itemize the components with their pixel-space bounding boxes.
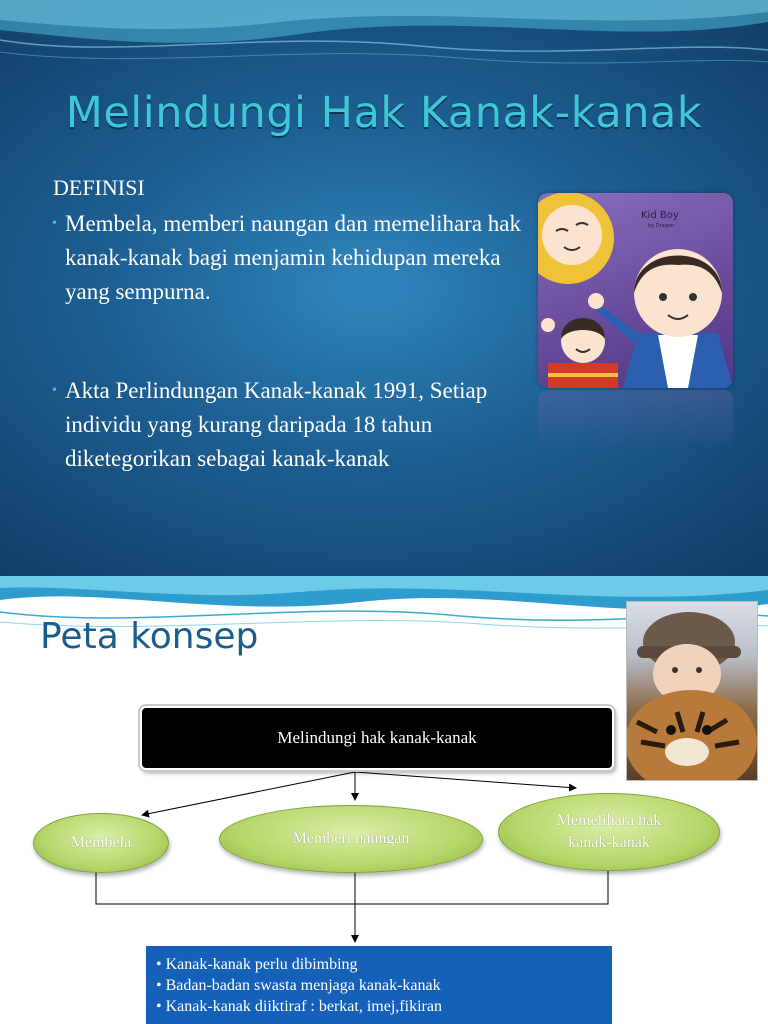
bullet-icon: •: [52, 383, 57, 398]
list-item: • Kanak-kanak diiktiraf : berkat, imej,fikiran: [156, 998, 442, 1015]
kid-boy-credit: by Dragon: [648, 223, 675, 229]
list-item: • Badan-badan swasta menjaga kanak-kanak: [156, 977, 441, 994]
definition-bullet-2: [52, 374, 522, 476]
kid-boy-illustration: [538, 193, 733, 388]
slide-title: Melindungi Hak Kanak-kanak: [65, 88, 703, 138]
list-item: • Kanak-kanak perlu dibimbing: [156, 956, 358, 973]
definition-label: DEFINISI: [53, 175, 145, 200]
illustration-reflection: [538, 390, 733, 450]
definition-bullet-1: [52, 207, 522, 309]
bullet-icon: •: [52, 216, 57, 231]
concept-node-memelihara-hak: [498, 793, 720, 871]
concept-node-memberi-naungan: Memberi naungan: [219, 805, 483, 873]
concept-node-label: Memelihara hak kanak-kanak: [556, 812, 662, 851]
concept-summary-list: [146, 946, 612, 1024]
kid-boy-drawing: [538, 193, 733, 388]
wave-decoration-top: [0, 0, 768, 80]
slide-title: Peta konsep: [40, 616, 259, 657]
bullet-text: Membela, memberi naungan dan memelihara hak kanak-kanak bagi menjamin kehidupan mereka yang sempurna.: [65, 211, 521, 304]
slide-2: [0, 576, 768, 1024]
concept-root-box: Melindungi hak kanak-kanak: [140, 706, 614, 770]
concept-node-membela: Membela: [33, 813, 169, 873]
kid-boy-caption: Kid Boy: [641, 210, 679, 221]
bullet-text: Akta Perlindungan Kanak-kanak 1991, Setiap individu yang kurang daripada 18 tahun diketegorikan sebagai kanak-kanak: [65, 378, 488, 471]
